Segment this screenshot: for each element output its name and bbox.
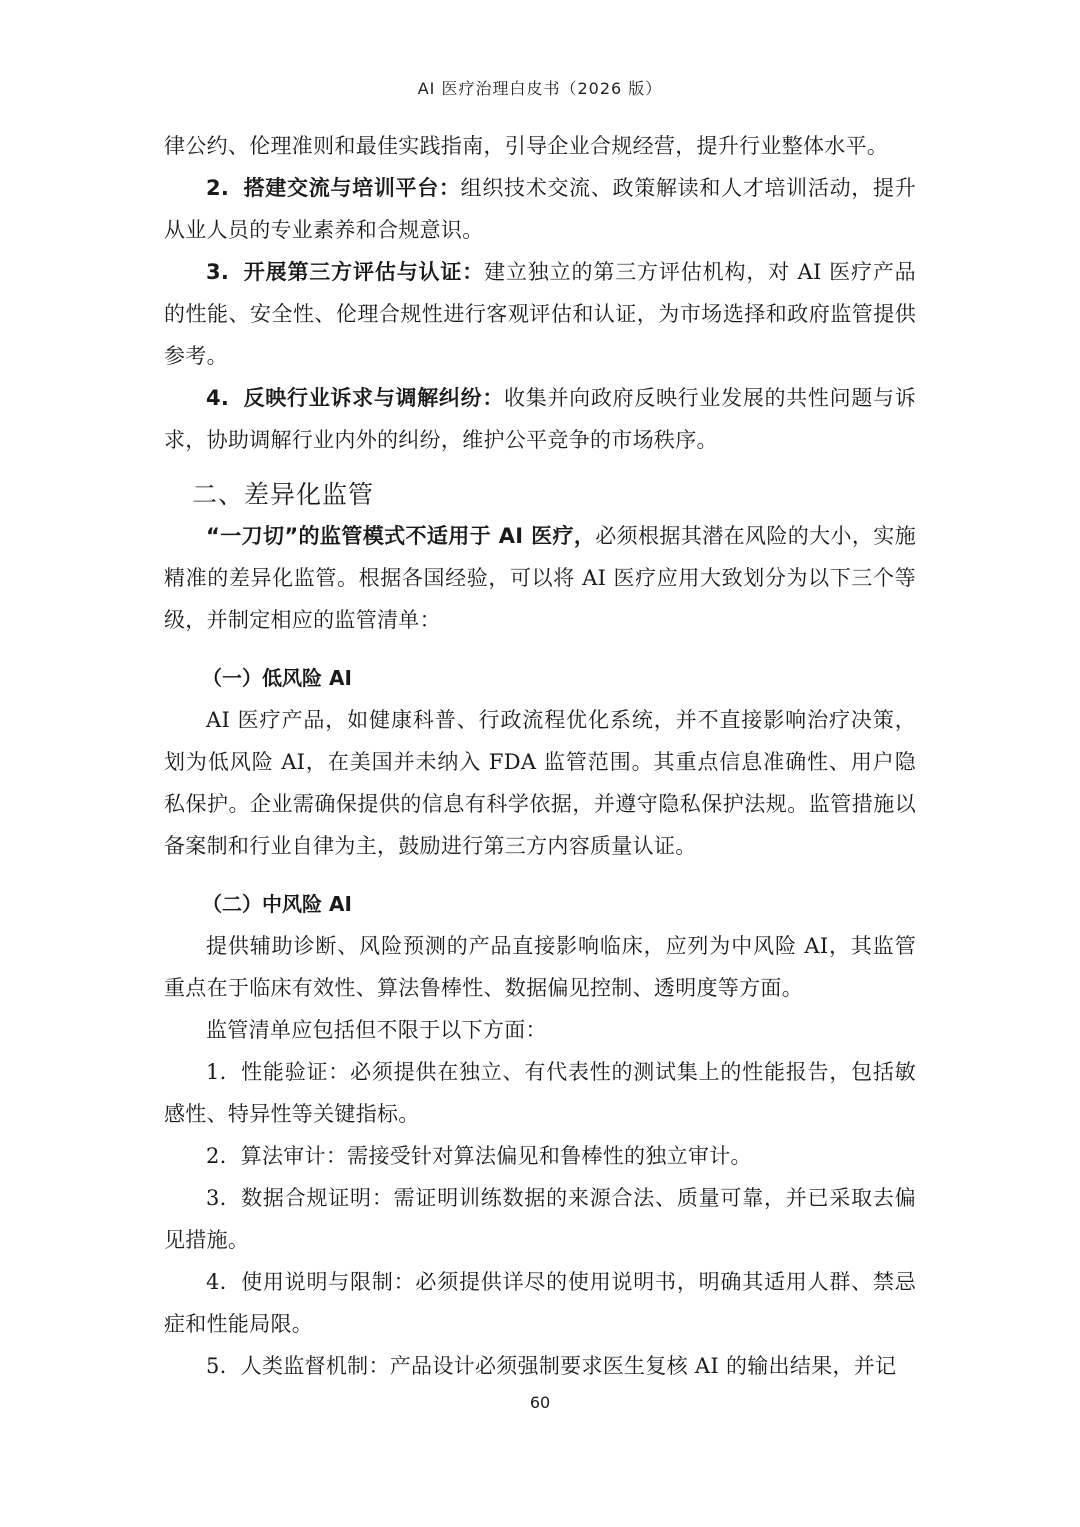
item-text: 产品设计必须强制要求医生复核 AI 的输出结果，并记 — [389, 1354, 897, 1378]
item-text: 收集并向政府反映行业发展的共性问题与诉求，协助调解行业内外的纠纷，维护公平竞争的市场秩序。 — [164, 386, 916, 452]
item-number: 2. — [206, 176, 230, 200]
medium-risk-heading: （二）中风险 AI — [202, 892, 352, 916]
association-item-2 — [164, 167, 916, 251]
paragraph-continuation: 律公约、伦理准则和最佳实践指南，引导企业合规经营，提升行业整体水平。 — [164, 134, 889, 158]
association-item-4 — [164, 377, 916, 461]
item-number: 4. — [206, 1270, 227, 1294]
medium-risk-item-2 — [164, 1135, 916, 1177]
item-title: 搭建交流与培训平台： — [243, 176, 461, 200]
medium-risk-item-5 — [164, 1345, 916, 1387]
low-risk-paragraph: AI 医疗产品，如健康科普、行政流程优化系统，并不直接影响治疗决策，划为低风险 AI，在美国并未纳入 FDA 监管范围。其重点信息准确性、用户隐私保护。企业需确保提供的信息有科学依据，并遵守隐私保护法规。监管措施以备案制和行业自律为主，鼓励进行第三方内容质量认证。 — [164, 708, 916, 858]
medium-risk-item-1 — [164, 1051, 916, 1135]
item-number: 1. — [206, 1060, 227, 1084]
item-title: 反映行业诉求与调解纠纷： — [243, 386, 505, 410]
item-number: 3. — [206, 260, 230, 284]
item-text: 必须提供详尽的使用说明书，明确其适用人群、禁忌症和性能局限。 — [164, 1270, 916, 1336]
association-item-3 — [164, 251, 916, 377]
low-risk-heading: （一）低风险 AI — [202, 666, 352, 690]
item-text: 需接受针对算法偏见和鲁棒性的独立审计。 — [347, 1144, 752, 1168]
item-number: 2. — [206, 1144, 227, 1168]
item-text: 需证明训练数据的来源合法、质量可靠，并已采取去偏见措施。 — [164, 1186, 916, 1252]
item-title: 数据合规证明： — [240, 1186, 394, 1210]
item-text: 必须提供在独立、有代表性的测试集上的性能报告，包括敏感性、特异性等关键指标。 — [164, 1060, 916, 1126]
medium-risk-paragraph: 提供辅助诊断、风险预测的产品直接影响临床，应列为中风险 AI，其监管重点在于临床有效性、算法鲁棒性、数据偏见控制、透明度等方面。 — [164, 934, 916, 1000]
page-number: 60 — [529, 1393, 551, 1412]
medium-risk-list-intro: 监管清单应包括但不限于以下方面： — [206, 1018, 547, 1042]
item-number: 4. — [206, 386, 230, 410]
running-header: AI 医疗治理白皮书（2026 版） — [417, 79, 663, 98]
item-title: 使用说明与限制： — [240, 1270, 416, 1294]
section-intro-bold: “一刀切”的监管模式不适用于 AI 医疗， — [206, 524, 596, 548]
item-title: 人类监督机制： — [240, 1354, 390, 1378]
section-heading: 二、差异化监管 — [192, 480, 375, 509]
section-intro — [164, 515, 916, 641]
item-number: 5. — [206, 1354, 227, 1378]
item-title: 性能验证： — [240, 1060, 351, 1084]
medium-risk-item-4 — [164, 1261, 916, 1345]
item-title: 开展第三方评估与认证： — [243, 260, 485, 284]
item-text: 组织技术交流、政策解读和人才培训活动，提升从业人员的专业素养和合规意识。 — [164, 176, 916, 242]
section-intro-text: 必须根据其潜在风险的大小，实施精准的差异化监管。根据各国经验，可以将 AI 医疗应用大致划分为以下三个等级，并制定相应的监管清单： — [164, 524, 916, 632]
page-body — [164, 125, 916, 1387]
medium-risk-item-3 — [164, 1177, 916, 1261]
item-title: 算法审计： — [240, 1144, 348, 1168]
item-text: 建立独立的第三方评估机构，对 AI 医疗产品的性能、安全性、伦理合规性进行客观评估和认证，为市场选择和政府监管提供参考。 — [164, 260, 916, 368]
item-number: 3. — [206, 1186, 227, 1210]
